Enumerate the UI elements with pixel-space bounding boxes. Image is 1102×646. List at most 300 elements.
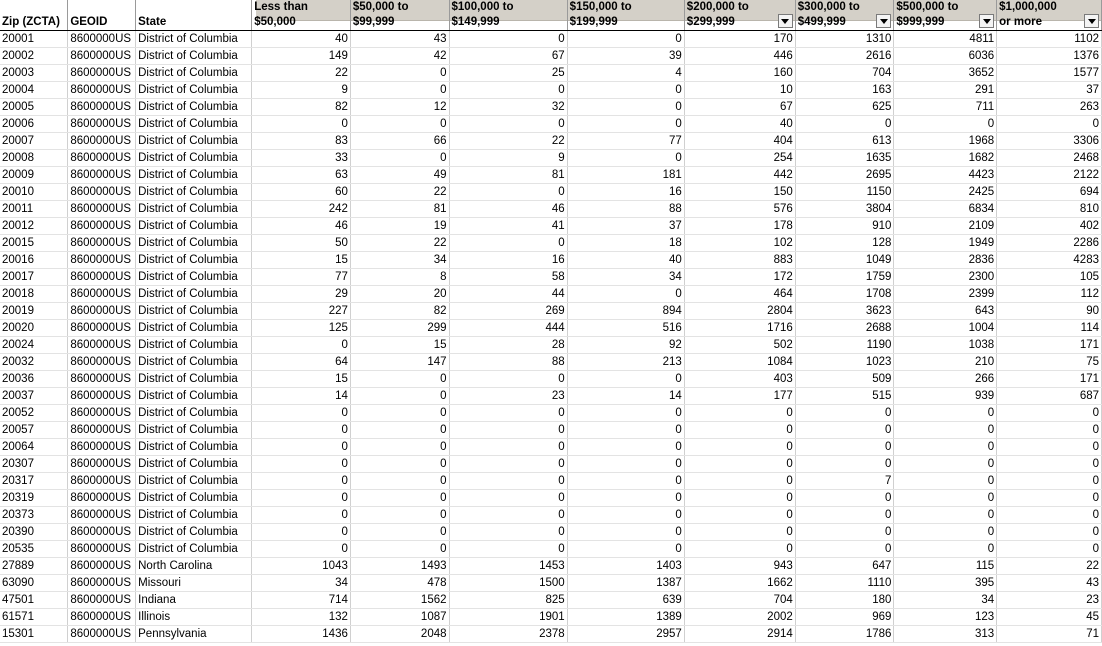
table-cell[interactable]: 81 bbox=[350, 201, 449, 218]
table-cell[interactable]: 1310 bbox=[795, 31, 894, 48]
column-header-8[interactable] bbox=[795, 0, 894, 31]
table-cell[interactable]: 82 bbox=[350, 303, 449, 320]
table-cell[interactable]: District of Columbia bbox=[136, 133, 252, 150]
table-cell[interactable]: 8600000US bbox=[68, 133, 136, 150]
table-cell[interactable]: 2695 bbox=[795, 167, 894, 184]
table-cell[interactable]: 20064 bbox=[0, 439, 68, 456]
table-cell[interactable]: 0 bbox=[684, 507, 795, 524]
table-cell[interactable]: 0 bbox=[567, 439, 684, 456]
table-cell[interactable]: 0 bbox=[449, 116, 567, 133]
table-cell[interactable]: 0 bbox=[350, 388, 449, 405]
table-cell[interactable]: 8600000US bbox=[68, 626, 136, 643]
table-cell[interactable]: 172 bbox=[684, 269, 795, 286]
table-cell[interactable]: 20024 bbox=[0, 337, 68, 354]
table-cell[interactable]: 0 bbox=[449, 31, 567, 48]
table-cell[interactable]: 105 bbox=[997, 269, 1102, 286]
table-cell[interactable]: North Carolina bbox=[136, 558, 252, 575]
table-cell[interactable]: 478 bbox=[350, 575, 449, 592]
table-cell[interactable]: 20001 bbox=[0, 31, 68, 48]
table-cell[interactable]: District of Columbia bbox=[136, 303, 252, 320]
table-cell[interactable]: 291 bbox=[894, 82, 997, 99]
table-cell[interactable]: 0 bbox=[252, 507, 351, 524]
table-cell[interactable]: District of Columbia bbox=[136, 116, 252, 133]
table-cell[interactable]: 37 bbox=[997, 82, 1102, 99]
table-cell[interactable]: 3804 bbox=[795, 201, 894, 218]
table-cell[interactable]: 8600000US bbox=[68, 490, 136, 507]
table-cell[interactable]: 8600000US bbox=[68, 218, 136, 235]
table-cell[interactable]: 0 bbox=[567, 473, 684, 490]
table-cell[interactable]: 8600000US bbox=[68, 184, 136, 201]
column-header-1[interactable] bbox=[68, 0, 136, 31]
table-cell[interactable]: District of Columbia bbox=[136, 184, 252, 201]
table-cell[interactable]: 180 bbox=[795, 592, 894, 609]
table-cell[interactable]: 20006 bbox=[0, 116, 68, 133]
table-cell[interactable]: District of Columbia bbox=[136, 269, 252, 286]
table-cell[interactable]: 8600000US bbox=[68, 65, 136, 82]
table-cell[interactable]: 0 bbox=[684, 490, 795, 507]
table-cell[interactable]: 0 bbox=[449, 235, 567, 252]
table-cell[interactable]: 20003 bbox=[0, 65, 68, 82]
filter-dropdown-icon[interactable] bbox=[1084, 14, 1099, 28]
table-cell[interactable]: 0 bbox=[449, 422, 567, 439]
table-cell[interactable]: 4283 bbox=[997, 252, 1102, 269]
table-cell[interactable]: 1004 bbox=[894, 320, 997, 337]
table-cell[interactable]: 20020 bbox=[0, 320, 68, 337]
table-cell[interactable]: 171 bbox=[997, 371, 1102, 388]
table-cell[interactable]: 0 bbox=[997, 405, 1102, 422]
table-cell[interactable]: 63 bbox=[252, 167, 351, 184]
table-cell[interactable]: 210 bbox=[894, 354, 997, 371]
table-cell[interactable]: 2616 bbox=[795, 48, 894, 65]
table-cell[interactable]: Missouri bbox=[136, 575, 252, 592]
table-cell[interactable]: 0 bbox=[684, 456, 795, 473]
table-cell[interactable]: 1387 bbox=[567, 575, 684, 592]
table-cell[interactable]: 509 bbox=[795, 371, 894, 388]
table-cell[interactable]: 446 bbox=[684, 48, 795, 65]
table-cell[interactable]: 2109 bbox=[894, 218, 997, 235]
table-cell[interactable]: 1786 bbox=[795, 626, 894, 643]
table-cell[interactable]: 404 bbox=[684, 133, 795, 150]
table-cell[interactable]: 61571 bbox=[0, 609, 68, 626]
table-cell[interactable]: 2468 bbox=[997, 150, 1102, 167]
table-cell[interactable]: 8600000US bbox=[68, 269, 136, 286]
table-cell[interactable]: 15 bbox=[350, 337, 449, 354]
table-cell[interactable]: 1436 bbox=[252, 626, 351, 643]
table-cell[interactable]: 0 bbox=[252, 473, 351, 490]
table-cell[interactable]: 2804 bbox=[684, 303, 795, 320]
table-cell[interactable]: 0 bbox=[350, 371, 449, 388]
table-cell[interactable]: District of Columbia bbox=[136, 490, 252, 507]
table-cell[interactable]: 0 bbox=[567, 99, 684, 116]
table-cell[interactable]: District of Columbia bbox=[136, 354, 252, 371]
table-cell[interactable]: 0 bbox=[567, 31, 684, 48]
table-cell[interactable]: 643 bbox=[894, 303, 997, 320]
table-cell[interactable]: 149 bbox=[252, 48, 351, 65]
table-cell[interactable]: 969 bbox=[795, 609, 894, 626]
table-cell[interactable]: 2836 bbox=[894, 252, 997, 269]
table-cell[interactable]: 1190 bbox=[795, 337, 894, 354]
table-cell[interactable]: District of Columbia bbox=[136, 473, 252, 490]
table-cell[interactable]: 3652 bbox=[894, 65, 997, 82]
table-cell[interactable]: 0 bbox=[795, 116, 894, 133]
table-cell[interactable]: 639 bbox=[567, 592, 684, 609]
table-cell[interactable]: 395 bbox=[894, 575, 997, 592]
table-cell[interactable]: 883 bbox=[684, 252, 795, 269]
table-cell[interactable]: 12 bbox=[350, 99, 449, 116]
table-cell[interactable]: 9 bbox=[252, 82, 351, 99]
table-cell[interactable]: 20019 bbox=[0, 303, 68, 320]
table-cell[interactable]: 8600000US bbox=[68, 405, 136, 422]
table-cell[interactable]: 0 bbox=[894, 507, 997, 524]
table-cell[interactable]: 123 bbox=[894, 609, 997, 626]
table-cell[interactable]: 8600000US bbox=[68, 609, 136, 626]
table-cell[interactable]: 20373 bbox=[0, 507, 68, 524]
column-header-2[interactable] bbox=[136, 0, 252, 31]
column-header-10[interactable] bbox=[997, 0, 1102, 31]
table-cell[interactable]: 0 bbox=[350, 456, 449, 473]
table-cell[interactable]: District of Columbia bbox=[136, 405, 252, 422]
table-cell[interactable]: 8600000US bbox=[68, 201, 136, 218]
table-cell[interactable]: 88 bbox=[567, 201, 684, 218]
table-cell[interactable]: 20390 bbox=[0, 524, 68, 541]
table-cell[interactable]: 1635 bbox=[795, 150, 894, 167]
table-cell[interactable]: 90 bbox=[997, 303, 1102, 320]
table-cell[interactable]: 2300 bbox=[894, 269, 997, 286]
table-cell[interactable]: 1038 bbox=[894, 337, 997, 354]
table-cell[interactable]: 269 bbox=[449, 303, 567, 320]
table-cell[interactable]: 1901 bbox=[449, 609, 567, 626]
table-cell[interactable]: 1453 bbox=[449, 558, 567, 575]
table-cell[interactable]: 8600000US bbox=[68, 439, 136, 456]
table-cell[interactable]: 44 bbox=[449, 286, 567, 303]
table-cell[interactable]: 1493 bbox=[350, 558, 449, 575]
table-cell[interactable]: 8600000US bbox=[68, 422, 136, 439]
table-cell[interactable]: 20002 bbox=[0, 48, 68, 65]
table-cell[interactable]: 25 bbox=[449, 65, 567, 82]
table-cell[interactable]: 4 bbox=[567, 65, 684, 82]
table-cell[interactable]: 8600000US bbox=[68, 473, 136, 490]
table-cell[interactable]: 1577 bbox=[997, 65, 1102, 82]
table-cell[interactable]: 102 bbox=[684, 235, 795, 252]
table-cell[interactable]: 8600000US bbox=[68, 558, 136, 575]
table-cell[interactable]: 0 bbox=[894, 422, 997, 439]
table-cell[interactable]: 0 bbox=[894, 116, 997, 133]
table-cell[interactable]: 515 bbox=[795, 388, 894, 405]
table-cell[interactable]: 1682 bbox=[894, 150, 997, 167]
table-cell[interactable]: 254 bbox=[684, 150, 795, 167]
table-cell[interactable]: 8600000US bbox=[68, 575, 136, 592]
table-cell[interactable]: 20015 bbox=[0, 235, 68, 252]
table-cell[interactable]: 0 bbox=[567, 286, 684, 303]
table-cell[interactable]: 0 bbox=[350, 65, 449, 82]
table-cell[interactable]: 0 bbox=[684, 439, 795, 456]
table-cell[interactable]: 8600000US bbox=[68, 150, 136, 167]
table-cell[interactable]: 20307 bbox=[0, 456, 68, 473]
table-cell[interactable]: District of Columbia bbox=[136, 456, 252, 473]
table-cell[interactable]: 64 bbox=[252, 354, 351, 371]
table-cell[interactable]: 0 bbox=[567, 456, 684, 473]
table-cell[interactable]: 22 bbox=[997, 558, 1102, 575]
table-cell[interactable]: District of Columbia bbox=[136, 48, 252, 65]
table-cell[interactable]: 1716 bbox=[684, 320, 795, 337]
table-cell[interactable]: District of Columbia bbox=[136, 218, 252, 235]
table-cell[interactable]: 0 bbox=[449, 473, 567, 490]
table-cell[interactable]: 0 bbox=[894, 541, 997, 558]
table-cell[interactable]: 0 bbox=[795, 490, 894, 507]
table-cell[interactable]: 0 bbox=[894, 405, 997, 422]
table-cell[interactable]: 0 bbox=[997, 490, 1102, 507]
table-cell[interactable]: 6036 bbox=[894, 48, 997, 65]
table-cell[interactable]: 34 bbox=[894, 592, 997, 609]
table-cell[interactable]: 0 bbox=[795, 439, 894, 456]
table-cell[interactable]: 0 bbox=[567, 507, 684, 524]
table-cell[interactable]: 8600000US bbox=[68, 507, 136, 524]
table-cell[interactable]: 20008 bbox=[0, 150, 68, 167]
column-header-9[interactable] bbox=[894, 0, 997, 31]
table-cell[interactable]: 170 bbox=[684, 31, 795, 48]
table-cell[interactable]: 67 bbox=[684, 99, 795, 116]
table-cell[interactable]: 20 bbox=[350, 286, 449, 303]
table-cell[interactable]: 20057 bbox=[0, 422, 68, 439]
table-cell[interactable]: 9 bbox=[449, 150, 567, 167]
table-cell[interactable]: District of Columbia bbox=[136, 167, 252, 184]
table-cell[interactable]: 22 bbox=[449, 133, 567, 150]
table-cell[interactable]: 60 bbox=[252, 184, 351, 201]
table-cell[interactable]: 0 bbox=[350, 405, 449, 422]
table-cell[interactable]: 825 bbox=[449, 592, 567, 609]
table-cell[interactable]: 687 bbox=[997, 388, 1102, 405]
table-cell[interactable]: 16 bbox=[449, 252, 567, 269]
table-cell[interactable]: 0 bbox=[997, 473, 1102, 490]
table-cell[interactable]: 0 bbox=[252, 439, 351, 456]
table-cell[interactable]: 1049 bbox=[795, 252, 894, 269]
table-cell[interactable]: 42 bbox=[350, 48, 449, 65]
table-cell[interactable]: 114 bbox=[997, 320, 1102, 337]
table-cell[interactable]: 0 bbox=[567, 82, 684, 99]
table-cell[interactable]: 18 bbox=[567, 235, 684, 252]
table-cell[interactable]: 43 bbox=[350, 31, 449, 48]
table-cell[interactable]: 15 bbox=[252, 371, 351, 388]
table-cell[interactable]: 943 bbox=[684, 558, 795, 575]
table-cell[interactable]: 576 bbox=[684, 201, 795, 218]
table-cell[interactable]: 1968 bbox=[894, 133, 997, 150]
table-cell[interactable]: 1376 bbox=[997, 48, 1102, 65]
table-cell[interactable]: 46 bbox=[252, 218, 351, 235]
table-cell[interactable]: 0 bbox=[567, 405, 684, 422]
table-cell[interactable]: 0 bbox=[997, 524, 1102, 541]
table-cell[interactable]: 0 bbox=[567, 524, 684, 541]
table-cell[interactable]: District of Columbia bbox=[136, 201, 252, 218]
table-cell[interactable]: 2286 bbox=[997, 235, 1102, 252]
table-cell[interactable]: 939 bbox=[894, 388, 997, 405]
table-cell[interactable]: District of Columbia bbox=[136, 99, 252, 116]
table-cell[interactable]: 0 bbox=[449, 405, 567, 422]
table-cell[interactable]: 0 bbox=[252, 405, 351, 422]
table-cell[interactable]: 647 bbox=[795, 558, 894, 575]
table-cell[interactable]: 2122 bbox=[997, 167, 1102, 184]
table-cell[interactable]: 403 bbox=[684, 371, 795, 388]
table-cell[interactable]: 0 bbox=[684, 405, 795, 422]
table-cell[interactable]: 66 bbox=[350, 133, 449, 150]
column-header-0[interactable] bbox=[0, 0, 68, 31]
table-cell[interactable]: 0 bbox=[449, 490, 567, 507]
table-cell[interactable]: 0 bbox=[567, 150, 684, 167]
table-cell[interactable]: 32 bbox=[449, 99, 567, 116]
table-cell[interactable]: 0 bbox=[449, 541, 567, 558]
table-cell[interactable]: 0 bbox=[894, 490, 997, 507]
table-cell[interactable]: 1500 bbox=[449, 575, 567, 592]
table-cell[interactable]: 1708 bbox=[795, 286, 894, 303]
table-cell[interactable]: 8600000US bbox=[68, 456, 136, 473]
table-cell[interactable]: 0 bbox=[350, 422, 449, 439]
column-header-6[interactable] bbox=[567, 0, 684, 31]
table-cell[interactable]: 0 bbox=[894, 439, 997, 456]
table-cell[interactable]: 41 bbox=[449, 218, 567, 235]
table-cell[interactable]: 63090 bbox=[0, 575, 68, 592]
table-cell[interactable]: 910 bbox=[795, 218, 894, 235]
table-cell[interactable]: 23 bbox=[997, 592, 1102, 609]
table-cell[interactable]: 20037 bbox=[0, 388, 68, 405]
table-cell[interactable]: 0 bbox=[252, 456, 351, 473]
table-cell[interactable]: 0 bbox=[795, 422, 894, 439]
table-cell[interactable]: 704 bbox=[684, 592, 795, 609]
table-cell[interactable]: 242 bbox=[252, 201, 351, 218]
table-cell[interactable]: 39 bbox=[567, 48, 684, 65]
table-cell[interactable]: 6834 bbox=[894, 201, 997, 218]
table-cell[interactable]: 8600000US bbox=[68, 116, 136, 133]
table-cell[interactable]: 0 bbox=[350, 507, 449, 524]
table-cell[interactable]: 8600000US bbox=[68, 388, 136, 405]
table-cell[interactable]: 8600000US bbox=[68, 99, 136, 116]
table-cell[interactable]: Illinois bbox=[136, 609, 252, 626]
table-cell[interactable]: 2002 bbox=[684, 609, 795, 626]
table-cell[interactable]: 2378 bbox=[449, 626, 567, 643]
table-cell[interactable]: 71 bbox=[997, 626, 1102, 643]
table-cell[interactable]: 58 bbox=[449, 269, 567, 286]
table-cell[interactable]: District of Columbia bbox=[136, 286, 252, 303]
table-cell[interactable]: 694 bbox=[997, 184, 1102, 201]
table-cell[interactable]: District of Columbia bbox=[136, 371, 252, 388]
table-cell[interactable]: 0 bbox=[567, 422, 684, 439]
filter-dropdown-icon[interactable] bbox=[876, 14, 891, 28]
table-cell[interactable]: 22 bbox=[350, 184, 449, 201]
table-cell[interactable]: 0 bbox=[350, 116, 449, 133]
table-cell[interactable]: 10 bbox=[684, 82, 795, 99]
table-cell[interactable]: 128 bbox=[795, 235, 894, 252]
table-cell[interactable]: 0 bbox=[449, 507, 567, 524]
table-cell[interactable]: 8600000US bbox=[68, 235, 136, 252]
table-cell[interactable]: 20017 bbox=[0, 269, 68, 286]
table-cell[interactable]: 88 bbox=[449, 354, 567, 371]
table-cell[interactable]: 8600000US bbox=[68, 303, 136, 320]
table-cell[interactable]: 0 bbox=[567, 490, 684, 507]
table-cell[interactable]: 8600000US bbox=[68, 541, 136, 558]
table-cell[interactable]: District of Columbia bbox=[136, 252, 252, 269]
table-cell[interactable]: 1084 bbox=[684, 354, 795, 371]
table-cell[interactable]: 2957 bbox=[567, 626, 684, 643]
table-cell[interactable]: 0 bbox=[449, 456, 567, 473]
table-cell[interactable]: 150 bbox=[684, 184, 795, 201]
table-cell[interactable]: 20011 bbox=[0, 201, 68, 218]
table-cell[interactable]: 29 bbox=[252, 286, 351, 303]
table-cell[interactable]: 82 bbox=[252, 99, 351, 116]
table-cell[interactable]: 125 bbox=[252, 320, 351, 337]
table-cell[interactable]: 0 bbox=[997, 507, 1102, 524]
table-cell[interactable]: 313 bbox=[894, 626, 997, 643]
table-cell[interactable]: 20032 bbox=[0, 354, 68, 371]
table-cell[interactable]: 47501 bbox=[0, 592, 68, 609]
table-cell[interactable]: 40 bbox=[252, 31, 351, 48]
table-cell[interactable]: 1403 bbox=[567, 558, 684, 575]
table-cell[interactable]: 8600000US bbox=[68, 371, 136, 388]
table-cell[interactable]: 402 bbox=[997, 218, 1102, 235]
table-cell[interactable]: 0 bbox=[997, 541, 1102, 558]
table-cell[interactable]: 171 bbox=[997, 337, 1102, 354]
table-cell[interactable]: 8600000US bbox=[68, 286, 136, 303]
table-cell[interactable]: 2425 bbox=[894, 184, 997, 201]
table-cell[interactable]: District of Columbia bbox=[136, 65, 252, 82]
filter-dropdown-icon[interactable] bbox=[979, 14, 994, 28]
table-cell[interactable]: 20004 bbox=[0, 82, 68, 99]
table-cell[interactable]: 2399 bbox=[894, 286, 997, 303]
table-cell[interactable]: 0 bbox=[252, 490, 351, 507]
table-cell[interactable]: 160 bbox=[684, 65, 795, 82]
table-cell[interactable]: 1662 bbox=[684, 575, 795, 592]
table-cell[interactable]: 46 bbox=[449, 201, 567, 218]
table-cell[interactable]: 0 bbox=[795, 507, 894, 524]
table-cell[interactable]: 0 bbox=[350, 439, 449, 456]
table-cell[interactable]: 714 bbox=[252, 592, 351, 609]
table-cell[interactable]: 8600000US bbox=[68, 48, 136, 65]
table-cell[interactable]: 0 bbox=[894, 524, 997, 541]
table-cell[interactable]: 4811 bbox=[894, 31, 997, 48]
table-cell[interactable]: 37 bbox=[567, 218, 684, 235]
table-cell[interactable]: 266 bbox=[894, 371, 997, 388]
filter-dropdown-icon[interactable] bbox=[778, 14, 793, 28]
table-cell[interactable]: 50 bbox=[252, 235, 351, 252]
table-cell[interactable]: 0 bbox=[567, 541, 684, 558]
table-cell[interactable]: 20036 bbox=[0, 371, 68, 388]
table-cell[interactable]: 14 bbox=[252, 388, 351, 405]
table-cell[interactable]: 0 bbox=[350, 473, 449, 490]
table-cell[interactable]: 8600000US bbox=[68, 31, 136, 48]
table-cell[interactable]: 20010 bbox=[0, 184, 68, 201]
table-cell[interactable]: 67 bbox=[449, 48, 567, 65]
table-cell[interactable]: 442 bbox=[684, 167, 795, 184]
table-cell[interactable]: 163 bbox=[795, 82, 894, 99]
table-cell[interactable]: Pennsylvania bbox=[136, 626, 252, 643]
table-cell[interactable]: 28 bbox=[449, 337, 567, 354]
table-cell[interactable]: 81 bbox=[449, 167, 567, 184]
table-cell[interactable]: 894 bbox=[567, 303, 684, 320]
table-cell[interactable]: 0 bbox=[684, 422, 795, 439]
table-cell[interactable]: 23 bbox=[449, 388, 567, 405]
table-cell[interactable]: District of Columbia bbox=[136, 82, 252, 99]
table-cell[interactable]: District of Columbia bbox=[136, 541, 252, 558]
table-cell[interactable]: 263 bbox=[997, 99, 1102, 116]
table-cell[interactable]: 0 bbox=[350, 490, 449, 507]
table-cell[interactable]: 0 bbox=[252, 541, 351, 558]
column-header-3[interactable] bbox=[252, 0, 351, 31]
table-cell[interactable]: 625 bbox=[795, 99, 894, 116]
table-cell[interactable]: 20016 bbox=[0, 252, 68, 269]
table-cell[interactable]: District of Columbia bbox=[136, 507, 252, 524]
column-header-7[interactable] bbox=[684, 0, 795, 31]
table-cell[interactable]: 77 bbox=[252, 269, 351, 286]
table-cell[interactable]: 711 bbox=[894, 99, 997, 116]
table-cell[interactable]: 0 bbox=[252, 524, 351, 541]
table-cell[interactable]: 115 bbox=[894, 558, 997, 575]
